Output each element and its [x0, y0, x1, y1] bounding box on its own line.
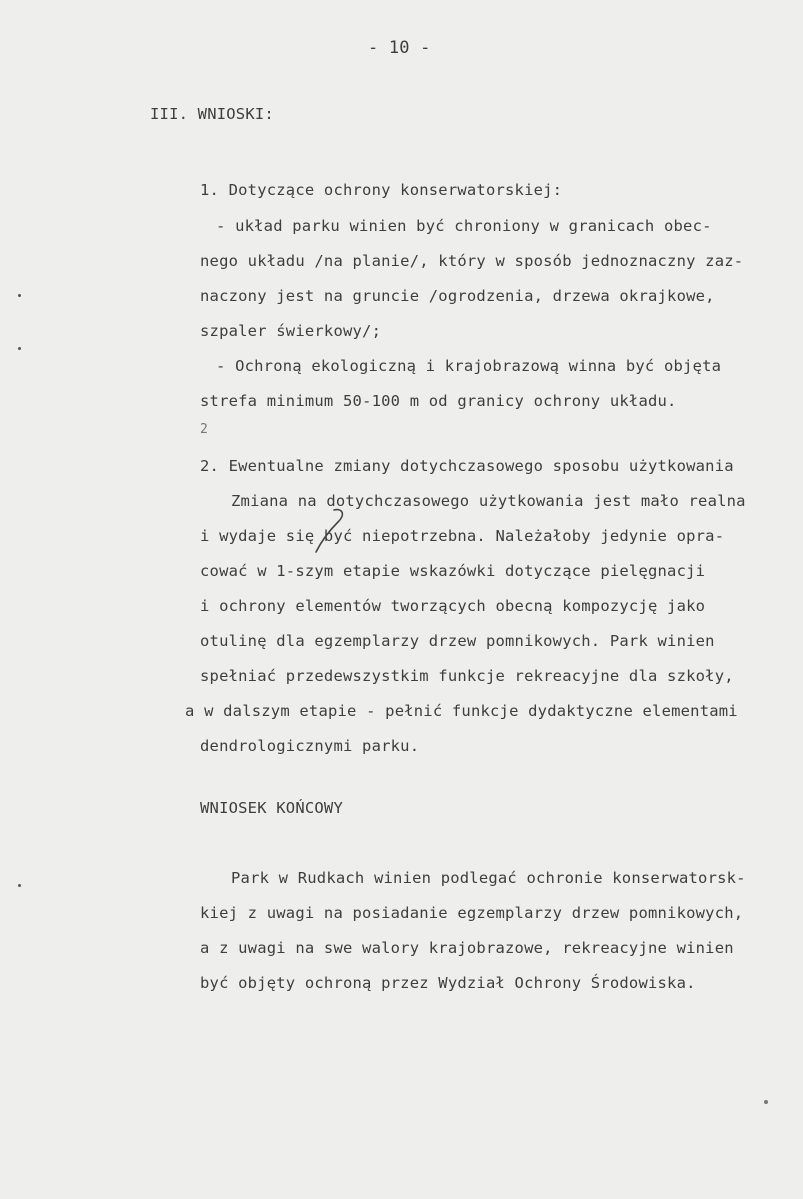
- text-line: Zmiana na dotychczasowego użytkowania jest mało realna: [231, 492, 746, 510]
- text-line: strefa minimum 50-100 m od granicy ochrony układu.: [200, 392, 677, 410]
- text-line: otulinę dla egzemplarzy drzew pomnikowych. Park winien: [200, 632, 715, 650]
- text-line: i wydaje się być niepotrzebna. Należałoby jedynie opra-: [200, 527, 725, 545]
- section-heading: III. WNIOSKI:: [150, 105, 274, 123]
- text-line: szpaler świerkowy/;: [200, 322, 382, 340]
- text-line: - układ parku winien być chroniony w granicach obec-: [216, 217, 712, 235]
- punch-dot: [18, 884, 21, 887]
- text-line: - Ochroną ekologiczną i krajobrazową winna być objęta: [216, 357, 722, 375]
- speck-mark: [764, 1100, 768, 1104]
- text-line: a w dalszym etapie - pełnić funkcje dydaktyczne elementami: [185, 702, 738, 720]
- text-line: nego układu /na planie/, który w sposób jednoznaczny zaz-: [200, 252, 744, 270]
- punch-dot: [18, 347, 21, 350]
- text-line: i ochrony elementów tworzących obecną kompozycję jako: [200, 597, 706, 615]
- page-number: - 10 -: [368, 38, 431, 58]
- text-line: 2. Ewentualne zmiany dotychczasowego sposobu użytkowania: [200, 457, 734, 475]
- handwritten-correction-mark: [312, 508, 352, 554]
- text-line: 1. Dotyczące ochrony konserwatorskiej:: [200, 181, 563, 199]
- text-line: spełniać przedewszystkim funkcje rekreacyjne dla szkoły,: [200, 667, 734, 685]
- margin-note: 2: [200, 422, 208, 437]
- text-line: dendrologicznymi parku.: [200, 737, 420, 755]
- text-line: a z uwagi na swe walory krajobrazowe, rekreacyjne winien: [200, 939, 734, 957]
- text-line: naczony jest na gruncie /ogrodzenia, drzewa okrajkowe,: [200, 287, 715, 305]
- punch-dot: [18, 294, 21, 297]
- text-line: cować w 1-szym etapie wskazówki dotyczące pielęgnacji: [200, 562, 706, 580]
- text-line: kiej z uwagi na posiadanie egzemplarzy drzew pomnikowych,: [200, 904, 744, 922]
- final-heading: WNIOSEK KOŃCOWY: [200, 799, 343, 817]
- text-line: być objęty ochroną przez Wydział Ochrony Środowiska.: [200, 974, 696, 992]
- text-line: Park w Rudkach winien podlegać ochronie konserwatorsk-: [231, 869, 746, 887]
